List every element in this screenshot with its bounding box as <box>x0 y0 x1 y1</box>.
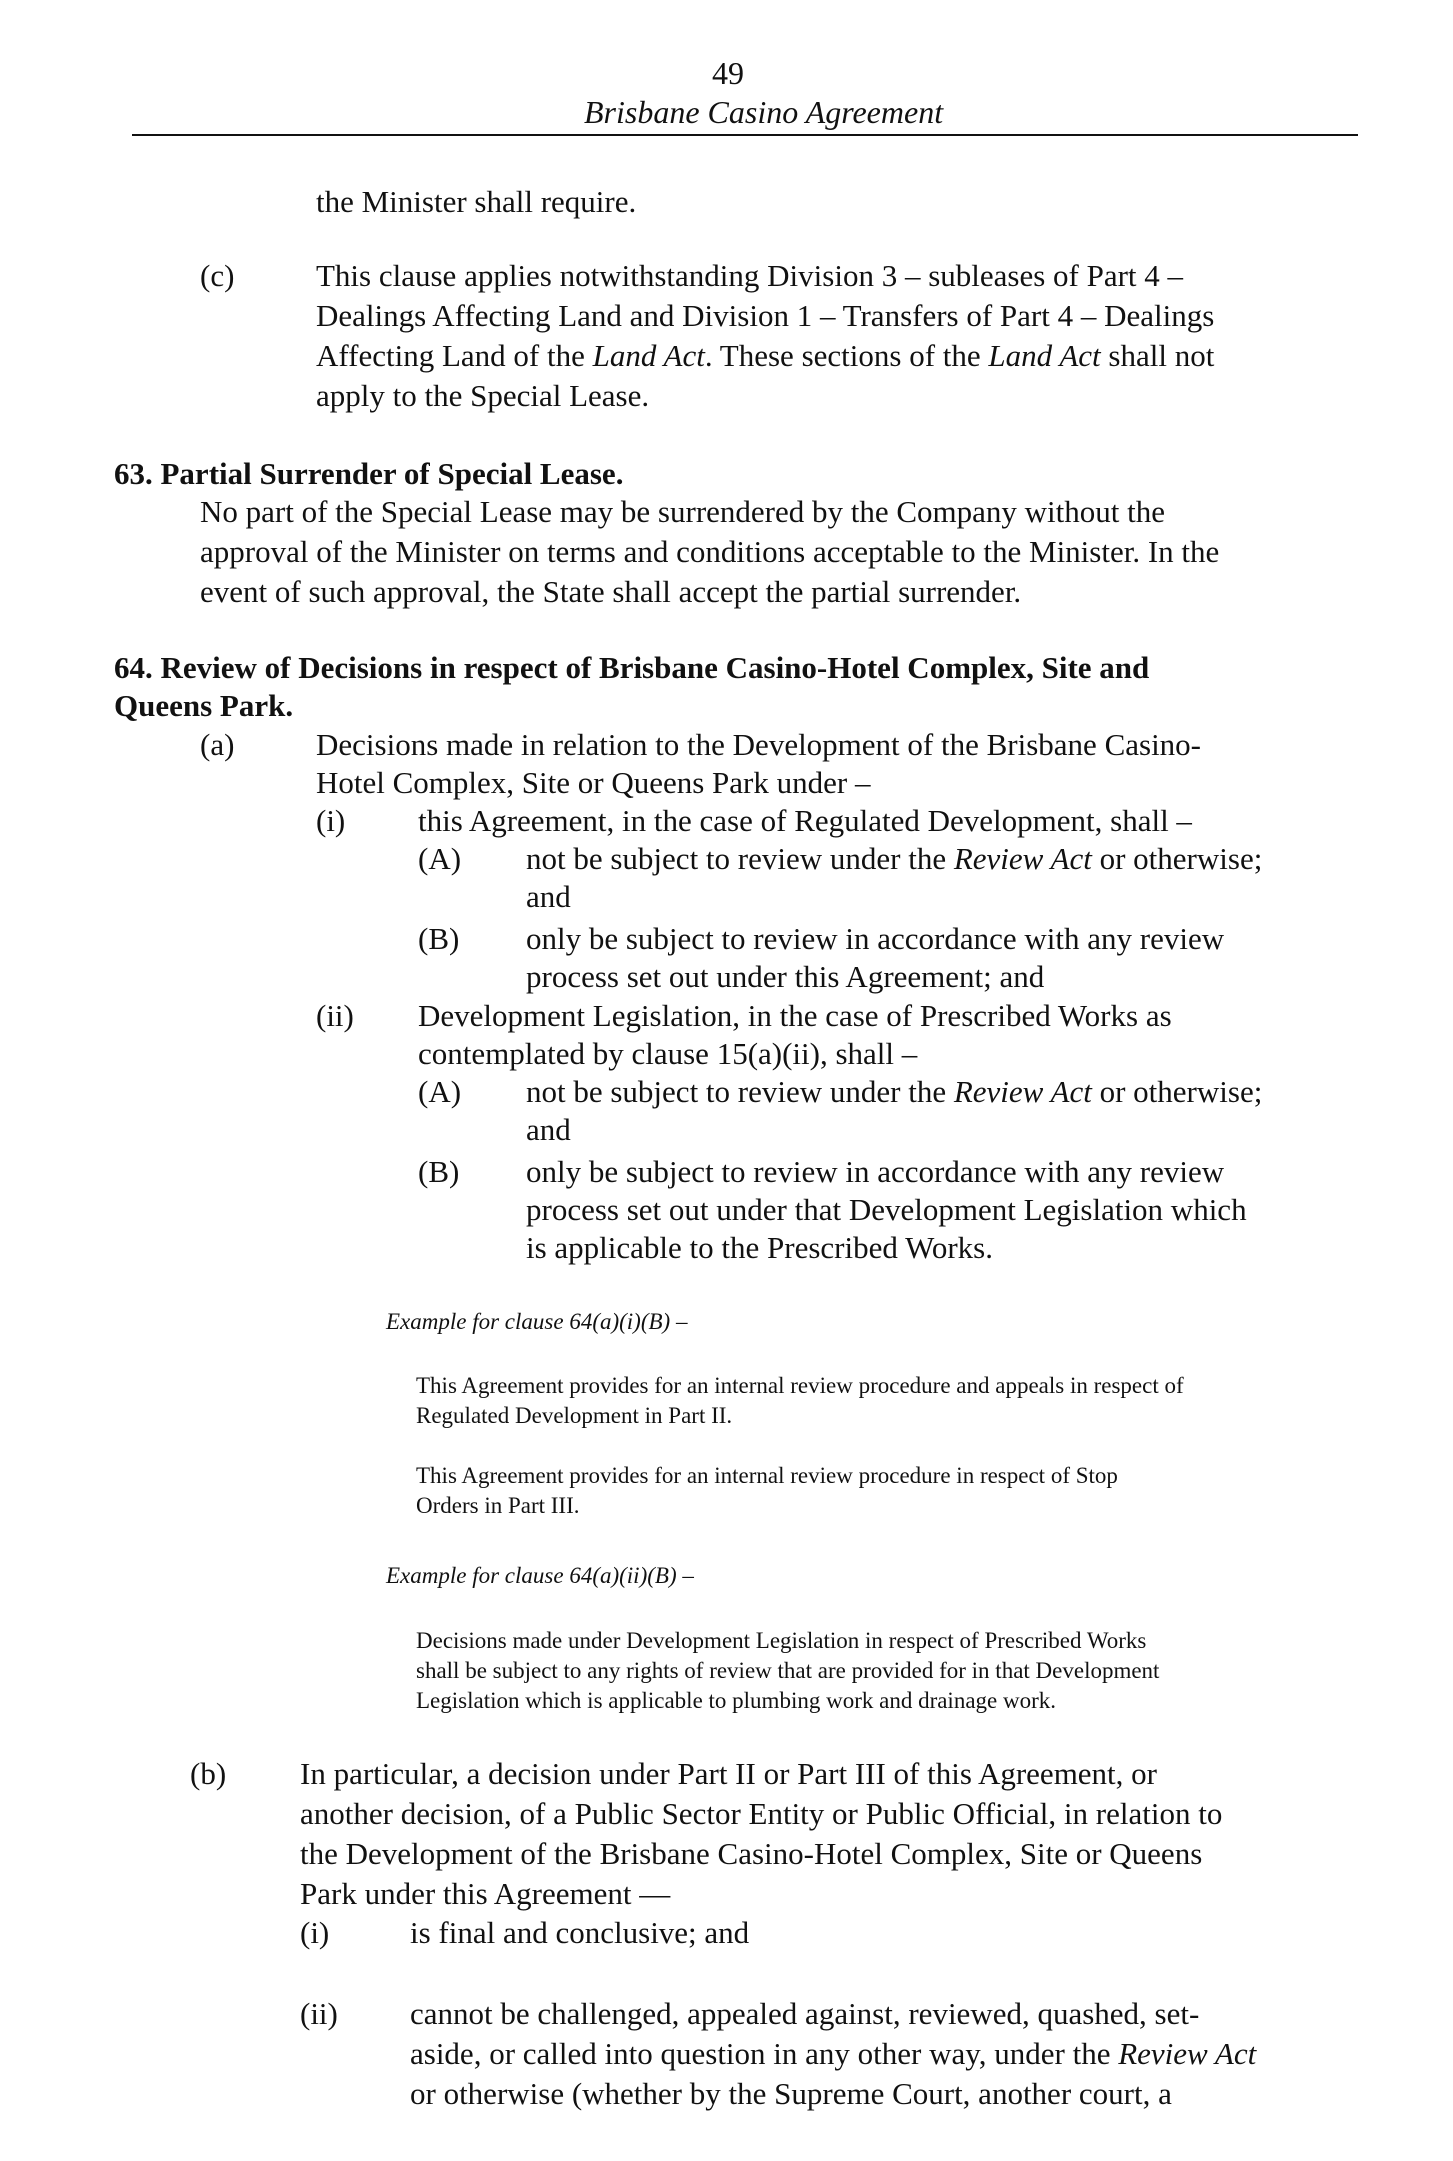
example-1-line: This Agreement provides for an internal review procedure in respect of Stop <box>416 1463 1118 1488</box>
clause-64-heading: 64. Review of Decisions in respect of Brisbane Casino-Hotel Complex, Site and <box>114 650 1150 685</box>
clause-63-line: approval of the Minister on terms and conditions acceptable to the Minister. In the <box>200 534 1220 569</box>
clause-62c-line: Dealings Affecting Land and Division 1 – Transfers of Part 4 – Dealings <box>316 298 1215 333</box>
clause-64aiiB-label: (B) <box>418 1154 460 1189</box>
clause-64aii-label: (ii) <box>316 998 354 1033</box>
clause-63-heading: 63. Partial Surrender of Special Lease. <box>114 456 624 491</box>
clause-64b-label: (b) <box>190 1756 227 1791</box>
clause-64aiB-line: process set out under this Agreement; and <box>526 959 1045 994</box>
clause-64a-line: Decisions made in relation to the Development of the Brisbane Casino- <box>316 727 1201 762</box>
clause-64bii-line: aside, or called into question in any other way, under the Review Act <box>410 2036 1257 2071</box>
clause-64a-label: (a) <box>200 727 235 762</box>
clause-64aii-line: contemplated by clause 15(a)(ii), shall – <box>418 1036 918 1071</box>
clause-64ai-text: this Agreement, in the case of Regulated Development, shall – <box>418 803 1192 838</box>
example-2-title: Example for clause 64(a)(ii)(B) – <box>386 1563 694 1588</box>
clause-64aiB-line: only be subject to review in accordance with any review <box>526 921 1225 956</box>
clause-64aiiA-label: (A) <box>418 1074 462 1109</box>
page-number: 49 <box>712 55 744 91</box>
clause-64bi-text: is final and conclusive; and <box>410 1915 750 1950</box>
clause-64bii-line: cannot be challenged, appealed against, reviewed, quashed, set- <box>410 1996 1200 2031</box>
example-1-title: Example for clause 64(a)(i)(B) – <box>386 1309 688 1334</box>
example-1-line: Orders in Part III. <box>416 1493 580 1518</box>
clause-62c-label: (c) <box>200 258 235 293</box>
clause-64b-line: Park under this Agreement — <box>300 1876 671 1911</box>
clause-64aiA-line: and <box>526 879 571 914</box>
clause-64bii-line: or otherwise (whether by the Supreme Court, another court, a <box>410 2076 1172 2111</box>
clause-64aiA-line: not be subject to review under the Review Act or otherwise; <box>526 841 1263 876</box>
clause-64aiiA-line: not be subject to review under the Review Act or otherwise; <box>526 1074 1263 1109</box>
clause-63-line: No part of the Special Lease may be surrendered by the Company without the <box>200 494 1166 529</box>
clause-64aiiA-line: and <box>526 1112 571 1147</box>
clause-64a-line: Hotel Complex, Site or Queens Park under – <box>316 765 871 800</box>
clause-62c-line: apply to the Special Lease. <box>316 378 650 413</box>
clause-64aiiB-line: only be subject to review in accordance with any review <box>526 1154 1225 1189</box>
example-1-line: This Agreement provides for an internal review procedure and appeals in respect of <box>416 1373 1184 1398</box>
clause-63-line: event of such approval, the State shall accept the partial surrender. <box>200 574 1022 609</box>
running-title: Brisbane Casino Agreement <box>584 94 944 130</box>
header-rule <box>132 134 1358 136</box>
clause-64b-line: In particular, a decision under Part II or Part III of this Agreement, or <box>300 1756 1157 1791</box>
clause-62c-line: Affecting Land of the Land Act. These sections of the Land Act shall not <box>316 338 1215 373</box>
clause-64b-line: the Development of the Brisbane Casino-Hotel Complex, Site or Queens <box>300 1836 1203 1871</box>
continuation-text: the Minister shall require. <box>316 184 637 219</box>
clause-64bii-label: (ii) <box>300 1996 338 2031</box>
clause-64aiA-label: (A) <box>418 841 462 876</box>
clause-64b-line: another decision, of a Public Sector Entity or Public Official, in relation to <box>300 1796 1223 1831</box>
clause-64ai-label: (i) <box>316 803 346 838</box>
clause-64aii-line: Development Legislation, in the case of Prescribed Works as <box>418 998 1172 1033</box>
example-2-line: Decisions made under Development Legislation in respect of Prescribed Works <box>416 1628 1147 1653</box>
example-2-line: Legislation which is applicable to plumbing work and drainage work. <box>416 1688 1057 1713</box>
clause-64aiiB-line: process set out under that Development Legislation which <box>526 1192 1247 1227</box>
clause-64-heading: Queens Park. <box>114 688 294 723</box>
example-2-line: shall be subject to any rights of review that are provided for in that Development <box>416 1658 1160 1683</box>
clause-64aiB-label: (B) <box>418 921 460 956</box>
clause-64aiiB-line: is applicable to the Prescribed Works. <box>526 1230 993 1265</box>
example-1-line: Regulated Development in Part II. <box>416 1403 733 1428</box>
clause-64bi-label: (i) <box>300 1915 330 1950</box>
clause-62c-line: This clause applies notwithstanding Division 3 – subleases of Part 4 – <box>316 258 1184 293</box>
